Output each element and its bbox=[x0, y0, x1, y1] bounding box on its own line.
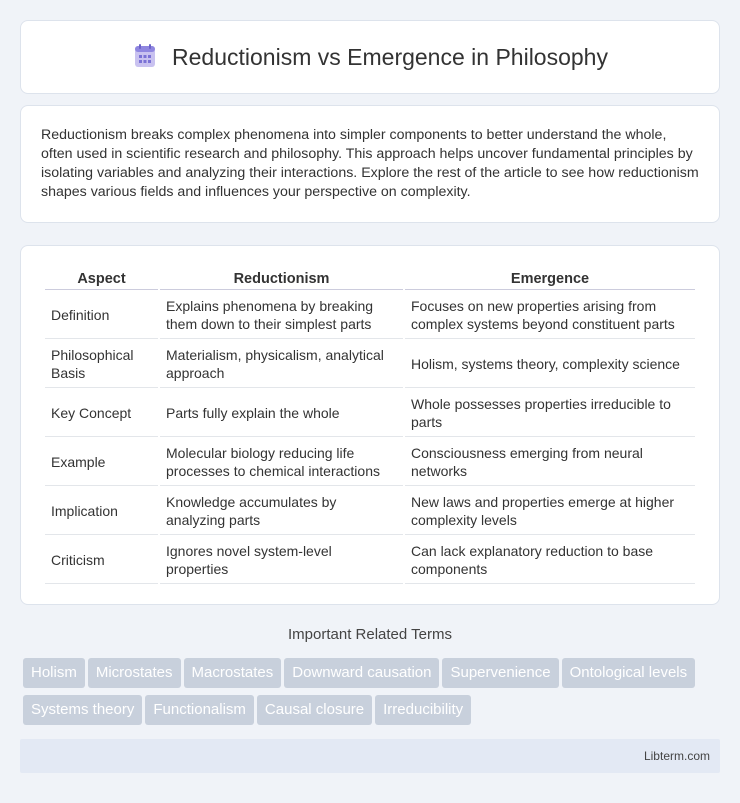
table-cell: Implication bbox=[45, 488, 158, 535]
header-card bbox=[20, 20, 720, 94]
intro-card bbox=[20, 105, 720, 223]
table-cell: Key Concept bbox=[45, 390, 158, 437]
table-cell: Explains phenomena by breaking them down to their simplest parts bbox=[160, 292, 403, 339]
related-term-tag[interactable]: Functionalism bbox=[145, 695, 254, 725]
table-cell: Consciousness emerging from neural networks bbox=[405, 439, 695, 486]
table-row bbox=[45, 488, 695, 535]
table-cell: Focuses on new properties arising from complex systems beyond constituent parts bbox=[405, 292, 695, 339]
column-header-aspect: Aspect bbox=[45, 268, 158, 290]
table-row bbox=[45, 292, 695, 339]
table-cell: New laws and properties emerge at higher complexity levels bbox=[405, 488, 695, 535]
page-title: Reductionism vs Emergence in Philosophy bbox=[172, 43, 608, 70]
related-term-tag[interactable]: Supervenience bbox=[442, 658, 558, 688]
table-row bbox=[45, 341, 695, 388]
column-header-reductionism: Reductionism bbox=[160, 268, 403, 290]
document-icon bbox=[132, 43, 158, 69]
table-cell: Criticism bbox=[45, 537, 158, 584]
related-term-tag[interactable]: Causal closure bbox=[257, 695, 372, 725]
table-cell: Molecular biology reducing life processes to chemical interactions bbox=[160, 439, 403, 486]
table-header-row bbox=[45, 268, 695, 290]
footer-site[interactable]: Libterm.com bbox=[643, 749, 710, 763]
column-header-emergence: Emergence bbox=[405, 268, 695, 290]
table-row bbox=[45, 537, 695, 584]
related-terms-list bbox=[23, 658, 723, 732]
related-term-tag[interactable]: Downward causation bbox=[284, 658, 439, 688]
related-term-tag[interactable]: Irreducibility bbox=[375, 695, 471, 725]
table-cell: Can lack explanatory reduction to base components bbox=[405, 537, 695, 584]
table-cell: Example bbox=[45, 439, 158, 486]
table-cell: Whole possesses properties irreducible to parts bbox=[405, 390, 695, 437]
comparison-table-card bbox=[20, 245, 720, 605]
table-cell: Parts fully explain the whole bbox=[160, 390, 403, 437]
table-cell: Definition bbox=[45, 292, 158, 339]
related-term-tag[interactable]: Holism bbox=[23, 658, 85, 688]
footer bbox=[20, 739, 720, 773]
related-term-tag[interactable]: Macrostates bbox=[184, 658, 282, 688]
comparison-table bbox=[43, 266, 697, 586]
table-cell: Materialism, physicalism, analytical approach bbox=[160, 341, 403, 388]
related-term-tag[interactable]: Systems theory bbox=[23, 695, 142, 725]
table-row bbox=[45, 439, 695, 486]
table-cell: Holism, systems theory, complexity science bbox=[405, 341, 695, 388]
related-term-tag[interactable]: Ontological levels bbox=[562, 658, 696, 688]
table-cell: Ignores novel system-level properties bbox=[160, 537, 403, 584]
table-cell: Philosophical Basis bbox=[45, 341, 158, 388]
related-terms-title: Important Related Terms bbox=[288, 626, 452, 643]
intro-text: Reductionism breaks complex phenomena into simpler components to better understand the whole, often used in scientific research and philosophy. This approach helps uncover fundamental principles by isolating variables and analyzing their interactions. Explore the rest of the article to see how reductionism shapes various fields and influences your perspective on complexity. bbox=[41, 127, 699, 200]
related-term-tag[interactable]: Microstates bbox=[88, 658, 181, 688]
table-row bbox=[45, 390, 695, 437]
table-cell: Knowledge accumulates by analyzing parts bbox=[160, 488, 403, 535]
